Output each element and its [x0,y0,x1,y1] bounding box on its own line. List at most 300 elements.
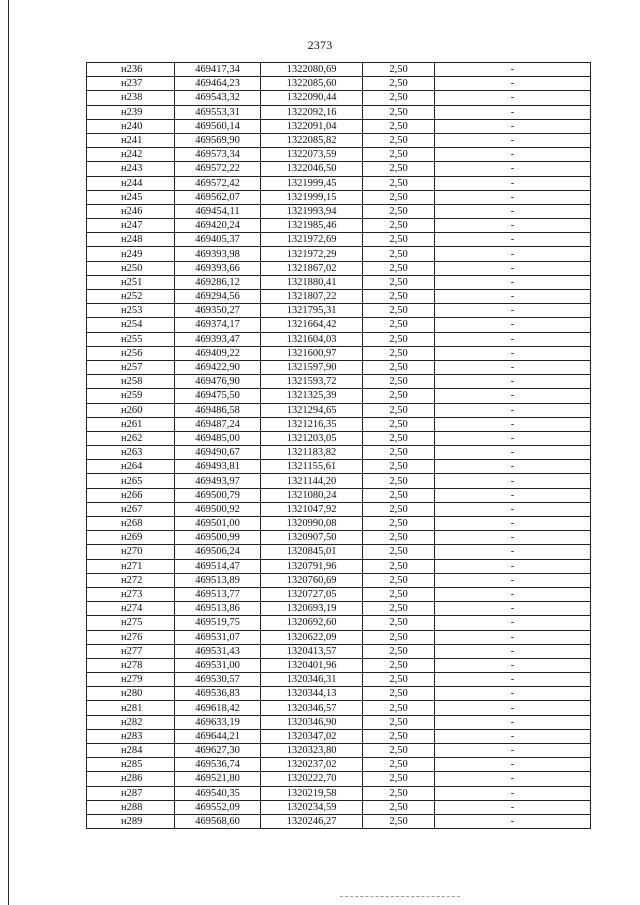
table-row [87,786,591,800]
y-coordinate-cell: 1320323,80 [261,744,363,758]
x-coordinate-cell: 469485,00 [175,431,261,445]
y-coordinate-cell: 1321972,29 [261,247,363,261]
table-row [87,290,591,304]
y-coordinate-cell: 1321880,41 [261,275,363,289]
accuracy-cell: 2,50 [363,190,435,204]
accuracy-cell: 2,50 [363,63,435,77]
accuracy-cell: 2,50 [363,176,435,190]
y-coordinate-cell: 1321047,92 [261,502,363,516]
point-name-cell: н258 [87,375,175,389]
table-row [87,190,591,204]
y-coordinate-cell: 1320990,08 [261,517,363,531]
point-name-cell: н264 [87,460,175,474]
y-coordinate-cell: 1320237,02 [261,758,363,772]
x-coordinate-cell: 469568,60 [175,814,261,828]
x-coordinate-cell: 469569,90 [175,133,261,147]
note-cell: - [435,644,591,658]
y-coordinate-cell: 1321807,22 [261,290,363,304]
accuracy-cell: 2,50 [363,758,435,772]
table-row [87,318,591,332]
note-cell: - [435,446,591,460]
x-coordinate-cell: 469531,07 [175,630,261,644]
x-coordinate-cell: 469501,00 [175,517,261,531]
accuracy-cell: 2,50 [363,360,435,374]
note-cell: - [435,474,591,488]
note-cell: - [435,133,591,147]
point-name-cell: н268 [87,517,175,531]
point-name-cell: н275 [87,616,175,630]
y-coordinate-cell: 1320907,50 [261,531,363,545]
note-cell: - [435,602,591,616]
y-coordinate-cell: 1320693,19 [261,602,363,616]
accuracy-cell: 2,50 [363,814,435,828]
point-name-cell: н277 [87,644,175,658]
accuracy-cell: 2,50 [363,119,435,133]
x-coordinate-cell: 469476,90 [175,375,261,389]
accuracy-cell: 2,50 [363,545,435,559]
y-coordinate-cell: 1321999,45 [261,176,363,190]
point-name-cell: н274 [87,602,175,616]
x-coordinate-cell: 469540,35 [175,786,261,800]
x-coordinate-cell: 469531,00 [175,658,261,672]
x-coordinate-cell: 469644,21 [175,729,261,743]
note-cell: - [435,63,591,77]
y-coordinate-cell: 1321999,15 [261,190,363,204]
note-cell: - [435,275,591,289]
y-coordinate-cell: 1321325,39 [261,389,363,403]
note-cell: - [435,403,591,417]
point-name-cell: н262 [87,431,175,445]
note-cell: - [435,488,591,502]
table-row [87,332,591,346]
x-coordinate-cell: 469409,22 [175,346,261,360]
y-coordinate-cell: 1321203,05 [261,431,363,445]
table-row [87,616,591,630]
page-left-edge [8,0,9,905]
table-row [87,559,591,573]
y-coordinate-cell: 1321144,20 [261,474,363,488]
y-coordinate-cell: 1321080,24 [261,488,363,502]
accuracy-cell: 2,50 [363,673,435,687]
y-coordinate-cell: 1320346,57 [261,701,363,715]
page-number: 2373 [307,38,333,52]
y-coordinate-cell: 1321600,97 [261,346,363,360]
y-coordinate-cell: 1321216,35 [261,417,363,431]
y-coordinate-cell: 1322085,60 [261,77,363,91]
table-row [87,233,591,247]
y-coordinate-cell: 1322080,69 [261,63,363,77]
accuracy-cell: 2,50 [363,800,435,814]
accuracy-cell: 2,50 [363,729,435,743]
table-row [87,715,591,729]
accuracy-cell: 2,50 [363,502,435,516]
point-name-cell: н289 [87,814,175,828]
note-cell: - [435,148,591,162]
accuracy-cell: 2,50 [363,290,435,304]
note-cell: - [435,460,591,474]
x-coordinate-cell: 469572,22 [175,162,261,176]
x-coordinate-cell: 469350,27 [175,304,261,318]
point-name-cell: н269 [87,531,175,545]
point-name-cell: н255 [87,332,175,346]
y-coordinate-cell: 1322090,44 [261,91,363,105]
point-name-cell: н256 [87,346,175,360]
coordinates-table [86,62,591,829]
table-row [87,488,591,502]
x-coordinate-cell: 469374,17 [175,318,261,332]
note-cell: - [435,517,591,531]
point-name-cell: н270 [87,545,175,559]
point-name-cell: н236 [87,63,175,77]
accuracy-cell: 2,50 [363,488,435,502]
note-cell: - [435,573,591,587]
accuracy-cell: 2,50 [363,219,435,233]
accuracy-cell: 2,50 [363,701,435,715]
note-cell: - [435,332,591,346]
accuracy-cell: 2,50 [363,261,435,275]
accuracy-cell: 2,50 [363,375,435,389]
point-name-cell: н265 [87,474,175,488]
x-coordinate-cell: 469553,31 [175,105,261,119]
table-row [87,275,591,289]
y-coordinate-cell: 1321604,03 [261,332,363,346]
note-cell: - [435,91,591,105]
table-row [87,133,591,147]
table-row [87,119,591,133]
accuracy-cell: 2,50 [363,687,435,701]
point-name-cell: н252 [87,290,175,304]
note-cell: - [435,375,591,389]
point-name-cell: н254 [87,318,175,332]
point-name-cell: н288 [87,800,175,814]
x-coordinate-cell: 469393,98 [175,247,261,261]
note-cell: - [435,176,591,190]
y-coordinate-cell: 1320346,90 [261,715,363,729]
point-name-cell: н240 [87,119,175,133]
point-name-cell: н241 [87,133,175,147]
x-coordinate-cell: 469572,42 [175,176,261,190]
note-cell: - [435,687,591,701]
note-cell: - [435,417,591,431]
point-name-cell: н248 [87,233,175,247]
point-name-cell: н246 [87,204,175,218]
x-coordinate-cell: 469521,80 [175,772,261,786]
point-name-cell: н243 [87,162,175,176]
x-coordinate-cell: 469573,34 [175,148,261,162]
table-row [87,91,591,105]
y-coordinate-cell: 1320347,02 [261,729,363,743]
note-cell: - [435,729,591,743]
x-coordinate-cell: 469420,24 [175,219,261,233]
y-coordinate-cell: 1320344,13 [261,687,363,701]
x-coordinate-cell: 469493,97 [175,474,261,488]
table-row [87,644,591,658]
note-cell: - [435,105,591,119]
accuracy-cell: 2,50 [363,346,435,360]
y-coordinate-cell: 1320727,05 [261,587,363,601]
point-name-cell: н273 [87,587,175,601]
y-coordinate-cell: 1321664,42 [261,318,363,332]
table-row [87,176,591,190]
table-row [87,701,591,715]
note-cell: - [435,758,591,772]
note-cell: - [435,616,591,630]
point-name-cell: н247 [87,219,175,233]
note-cell: - [435,744,591,758]
accuracy-cell: 2,50 [363,275,435,289]
x-coordinate-cell: 469464,23 [175,77,261,91]
table-row [87,573,591,587]
table-row [87,431,591,445]
point-name-cell: н237 [87,77,175,91]
point-name-cell: н238 [87,91,175,105]
table-row [87,800,591,814]
note-cell: - [435,190,591,204]
accuracy-cell: 2,50 [363,318,435,332]
accuracy-cell: 2,50 [363,204,435,218]
point-name-cell: н250 [87,261,175,275]
point-name-cell: н245 [87,190,175,204]
y-coordinate-cell: 1322091,04 [261,119,363,133]
y-coordinate-cell: 1322073,59 [261,148,363,162]
accuracy-cell: 2,50 [363,417,435,431]
accuracy-cell: 2,50 [363,133,435,147]
y-coordinate-cell: 1320791,96 [261,559,363,573]
note-cell: - [435,119,591,133]
accuracy-cell: 2,50 [363,517,435,531]
note-cell: - [435,204,591,218]
point-name-cell: н266 [87,488,175,502]
point-name-cell: н239 [87,105,175,119]
y-coordinate-cell: 1321294,65 [261,403,363,417]
x-coordinate-cell: 469633,19 [175,715,261,729]
point-name-cell: н272 [87,573,175,587]
y-coordinate-cell: 1321183,82 [261,446,363,460]
x-coordinate-cell: 469536,83 [175,687,261,701]
table-row [87,758,591,772]
table-row [87,417,591,431]
x-coordinate-cell: 469562,07 [175,190,261,204]
point-name-cell: н278 [87,658,175,672]
table-row [87,502,591,516]
accuracy-cell: 2,50 [363,389,435,403]
table-row [87,587,591,601]
note-cell: - [435,502,591,516]
point-name-cell: н260 [87,403,175,417]
point-name-cell: н244 [87,176,175,190]
point-name-cell: н280 [87,687,175,701]
point-name-cell: н267 [87,502,175,516]
point-name-cell: н286 [87,772,175,786]
x-coordinate-cell: 469506,24 [175,545,261,559]
scan-artifact-line [340,896,460,898]
table-row [87,630,591,644]
accuracy-cell: 2,50 [363,602,435,616]
note-cell: - [435,290,591,304]
y-coordinate-cell: 1320413,57 [261,644,363,658]
note-cell: - [435,219,591,233]
point-name-cell: н257 [87,360,175,374]
note-cell: - [435,360,591,374]
table-row [87,63,591,77]
y-coordinate-cell: 1320845,01 [261,545,363,559]
x-coordinate-cell: 469530,57 [175,673,261,687]
note-cell: - [435,389,591,403]
y-coordinate-cell: 1321985,46 [261,219,363,233]
point-name-cell: н282 [87,715,175,729]
x-coordinate-cell: 469560,14 [175,119,261,133]
point-name-cell: н271 [87,559,175,573]
table-row [87,531,591,545]
note-cell: - [435,673,591,687]
accuracy-cell: 2,50 [363,559,435,573]
y-coordinate-cell: 1320219,58 [261,786,363,800]
accuracy-cell: 2,50 [363,644,435,658]
x-coordinate-cell: 469543,32 [175,91,261,105]
y-coordinate-cell: 1320234,59 [261,800,363,814]
table-row [87,729,591,743]
x-coordinate-cell: 469286,12 [175,275,261,289]
x-coordinate-cell: 469514,47 [175,559,261,573]
table-row [87,304,591,318]
x-coordinate-cell: 469552,09 [175,800,261,814]
point-name-cell: н281 [87,701,175,715]
note-cell: - [435,814,591,828]
table-row [87,446,591,460]
table-row [87,687,591,701]
accuracy-cell: 2,50 [363,531,435,545]
y-coordinate-cell: 1322085,82 [261,133,363,147]
y-coordinate-cell: 1322046,50 [261,162,363,176]
note-cell: - [435,77,591,91]
point-name-cell: н283 [87,729,175,743]
accuracy-cell: 2,50 [363,630,435,644]
point-name-cell: н284 [87,744,175,758]
note-cell: - [435,531,591,545]
y-coordinate-cell: 1321795,31 [261,304,363,318]
note-cell: - [435,559,591,573]
x-coordinate-cell: 469500,92 [175,502,261,516]
point-name-cell: н251 [87,275,175,289]
x-coordinate-cell: 469627,30 [175,744,261,758]
point-name-cell: н242 [87,148,175,162]
table-row [87,772,591,786]
x-coordinate-cell: 469513,77 [175,587,261,601]
table-row [87,545,591,559]
note-cell: - [435,304,591,318]
table-row [87,814,591,828]
coordinates-table-body [87,63,591,829]
accuracy-cell: 2,50 [363,587,435,601]
table-row [87,658,591,672]
y-coordinate-cell: 1320346,31 [261,673,363,687]
y-coordinate-cell: 1321972,69 [261,233,363,247]
x-coordinate-cell: 469500,99 [175,531,261,545]
y-coordinate-cell: 1321993,94 [261,204,363,218]
y-coordinate-cell: 1320760,69 [261,573,363,587]
accuracy-cell: 2,50 [363,616,435,630]
x-coordinate-cell: 469513,86 [175,602,261,616]
note-cell: - [435,786,591,800]
x-coordinate-cell: 469417,34 [175,63,261,77]
table-row [87,403,591,417]
note-cell: - [435,431,591,445]
accuracy-cell: 2,50 [363,304,435,318]
x-coordinate-cell: 469454,11 [175,204,261,218]
table-row [87,162,591,176]
accuracy-cell: 2,50 [363,744,435,758]
accuracy-cell: 2,50 [363,446,435,460]
y-coordinate-cell: 1322092,16 [261,105,363,119]
note-cell: - [435,772,591,786]
table-row [87,517,591,531]
table-row [87,360,591,374]
accuracy-cell: 2,50 [363,715,435,729]
note-cell: - [435,162,591,176]
note-cell: - [435,701,591,715]
x-coordinate-cell: 469393,47 [175,332,261,346]
y-coordinate-cell: 1320622,09 [261,630,363,644]
y-coordinate-cell: 1321155,61 [261,460,363,474]
x-coordinate-cell: 469422,90 [175,360,261,374]
accuracy-cell: 2,50 [363,772,435,786]
y-coordinate-cell: 1320246,27 [261,814,363,828]
table-row [87,744,591,758]
accuracy-cell: 2,50 [363,162,435,176]
note-cell: - [435,587,591,601]
note-cell: - [435,800,591,814]
x-coordinate-cell: 469294,56 [175,290,261,304]
table-row [87,105,591,119]
x-coordinate-cell: 469500,79 [175,488,261,502]
table-row [87,375,591,389]
note-cell: - [435,346,591,360]
accuracy-cell: 2,50 [363,474,435,488]
accuracy-cell: 2,50 [363,573,435,587]
x-coordinate-cell: 469493,81 [175,460,261,474]
x-coordinate-cell: 469513,89 [175,573,261,587]
table-row [87,204,591,218]
x-coordinate-cell: 469618,42 [175,701,261,715]
accuracy-cell: 2,50 [363,332,435,346]
accuracy-cell: 2,50 [363,247,435,261]
note-cell: - [435,658,591,672]
table-row [87,261,591,275]
accuracy-cell: 2,50 [363,77,435,91]
y-coordinate-cell: 1320222,70 [261,772,363,786]
table-row [87,77,591,91]
note-cell: - [435,318,591,332]
table-row [87,474,591,488]
x-coordinate-cell: 469487,24 [175,417,261,431]
accuracy-cell: 2,50 [363,460,435,474]
accuracy-cell: 2,50 [363,233,435,247]
table-row [87,389,591,403]
note-cell: - [435,545,591,559]
x-coordinate-cell: 469536,74 [175,758,261,772]
table-row [87,602,591,616]
table-row [87,460,591,474]
accuracy-cell: 2,50 [363,431,435,445]
point-name-cell: н263 [87,446,175,460]
table-row [87,346,591,360]
note-cell: - [435,233,591,247]
point-name-cell: н285 [87,758,175,772]
accuracy-cell: 2,50 [363,91,435,105]
x-coordinate-cell: 469486,58 [175,403,261,417]
point-name-cell: н253 [87,304,175,318]
note-cell: - [435,261,591,275]
